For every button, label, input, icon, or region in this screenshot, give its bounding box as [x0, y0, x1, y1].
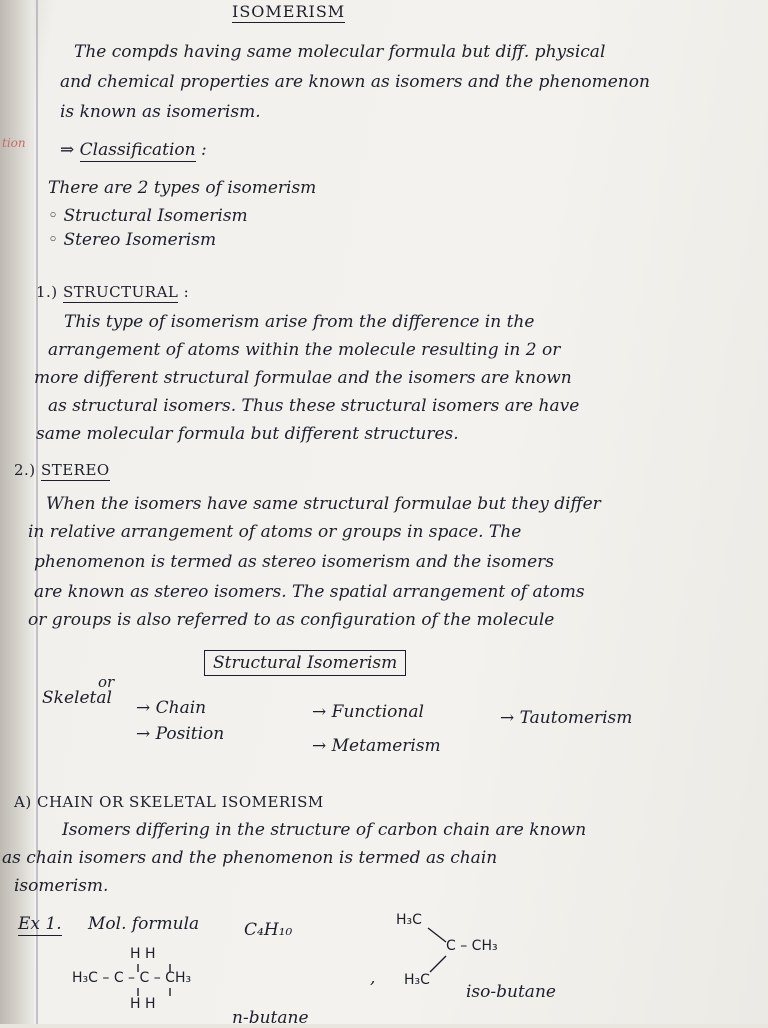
intro-line-1: The compds having same molecular formula but diff. physical: [74, 42, 606, 62]
structural-line-2: arrangement of atoms within the molecule resulting in 2 or: [48, 340, 561, 360]
molecular-formula: C₄H₁₀: [244, 920, 293, 940]
classification-bullet-1: ◦ Structural Isomerism: [48, 206, 248, 226]
example-comma: ,: [370, 968, 376, 988]
heading-colon: :: [183, 283, 190, 301]
stereo-heading: STEREO: [40, 461, 110, 479]
page-title: ISOMERISM: [232, 2, 346, 21]
chain-line-1: Isomers differing in the structure of carbon chain are known: [62, 820, 587, 840]
stereo-number: 2.): [14, 461, 36, 479]
heading-colon: :: [200, 140, 207, 160]
bullet-icon: ◦: [48, 206, 64, 226]
bullet-icon: ◦: [48, 230, 64, 250]
structural-heading: STRUCTURAL: [62, 283, 179, 301]
classification-line: There are 2 types of isomerism: [48, 178, 317, 198]
skeletal-label: Skeletal: [42, 688, 112, 708]
nbutane-name: n-butane: [232, 1008, 309, 1028]
chain-line-2: as chain isomers and the phenomenon is termed as chain: [2, 848, 498, 868]
structural-isomerism-box: Structural Isomerism: [204, 650, 406, 676]
chain-line-3: isomerism.: [14, 876, 109, 896]
chain-heading: CHAIN OR SKELETAL ISOMERISM: [36, 793, 324, 811]
type-metamerism: → Metamerism: [312, 736, 441, 756]
intro-line-3: is known as isomerism.: [60, 102, 261, 122]
type-functional: → Functional: [312, 702, 424, 722]
classification-bullet-2: ◦ Stereo Isomerism: [48, 230, 217, 250]
nbutane-h-bottom: H H: [130, 996, 156, 1012]
margin-note: tion: [2, 136, 26, 150]
or-label: or: [98, 673, 115, 691]
type-chain: → Chain: [136, 698, 207, 718]
arrow-icon: ⇒: [60, 140, 75, 160]
stereo-line-3: phenomenon is termed as stereo isomerism and the isomers: [34, 552, 554, 572]
structural-line-4: as structural isomers. Thus these structural isomers are have: [48, 396, 580, 416]
stereo-line-2: in relative arrangement of atoms or groups in space. The: [28, 522, 522, 542]
stereo-line-1: When the isomers have same structural formulae but they differ: [46, 494, 601, 514]
stereo-line-4: are known as stereo isomers. The spatial arrangement of atoms: [34, 582, 585, 602]
type-tautomerism: → Tautomerism: [500, 708, 633, 728]
molecular-formula-label: Mol. formula: [88, 914, 200, 934]
structural-line-3: more different structural formulae and the isomers are known: [34, 368, 572, 388]
example-label: Ex 1.: [18, 914, 62, 934]
stereo-line-5: or groups is also referred to as configuration of the molecule: [28, 610, 555, 630]
nbutane-structure: H₃C – C – C – CH₃: [72, 970, 192, 986]
intro-line-2: and chemical properties are known as isomers and the phenomenon: [60, 72, 650, 92]
structural-line-1: This type of isomerism arise from the difference in the: [64, 312, 535, 332]
classification-heading: Classification: [79, 140, 196, 160]
chain-number: A): [14, 793, 32, 811]
type-position: → Position: [136, 724, 225, 744]
isobutane-bottom-group: H₃C: [404, 972, 430, 988]
isobutane-center: C – CH₃: [446, 938, 498, 954]
structural-line-5: same molecular formula but different structures.: [36, 424, 459, 444]
isobutane-name: iso-butane: [466, 982, 556, 1002]
nbutane-h-top: H H: [130, 946, 156, 962]
structural-number: 1.): [36, 283, 58, 301]
isobutane-top-group: H₃C: [396, 912, 422, 928]
